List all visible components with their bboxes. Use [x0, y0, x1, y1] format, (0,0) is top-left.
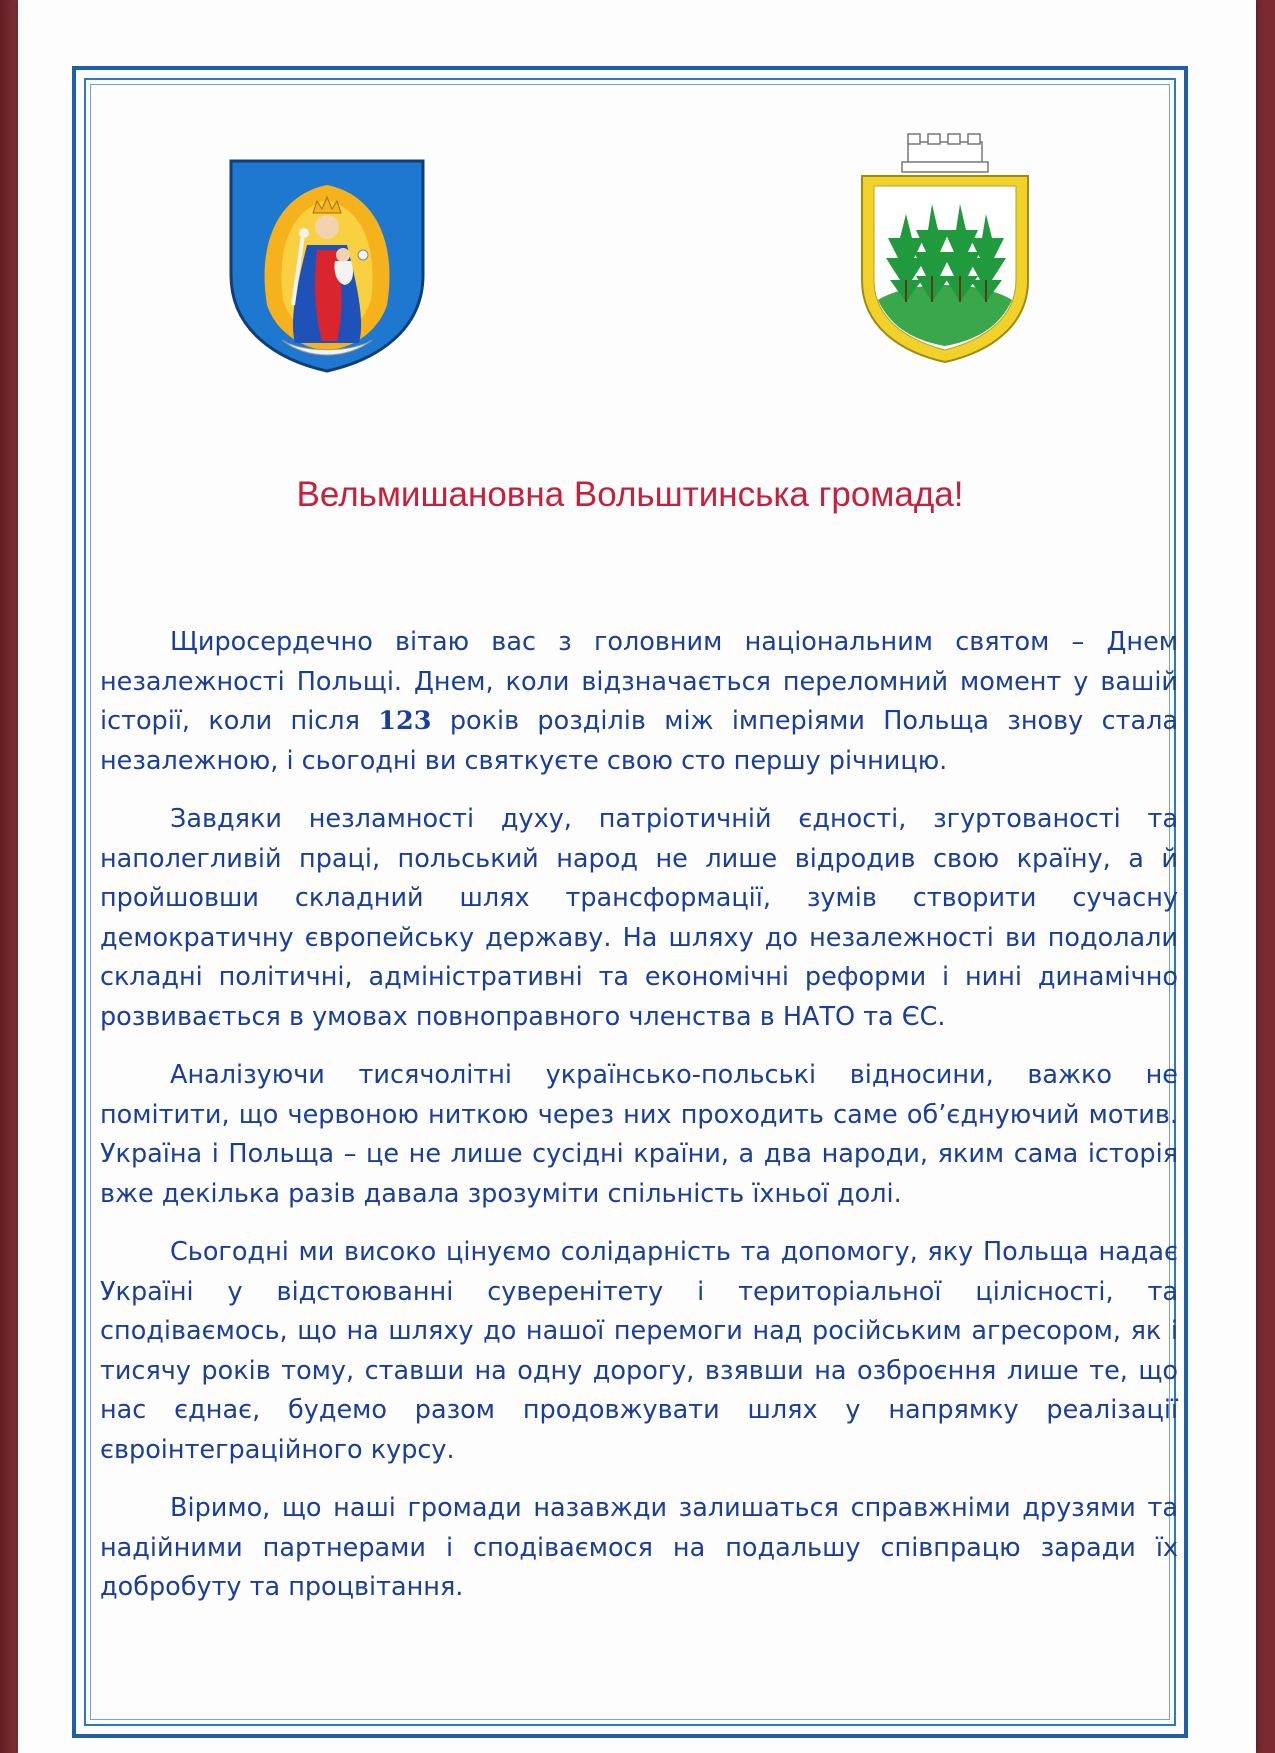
paragraph-4: Сьогодні ми високо цінуємо солідарність та допомогу, яку Польща надає Україні у відстоюванні суверенітету і територіальної цілісності, та сподіваємось, що на шляху до нашої перемоги над російським агресором, як і тисячу років тому, ставши на одну дорогу, взявши на озброєння лише те, що нас єднає, будемо разом продовжувати шлях у напрямку реалізації євроінтеграційного курсу.	[100, 1237, 1178, 1465]
fir-trees-coat-of-arms-icon	[850, 130, 1040, 370]
paragraph-3: Аналізуючи тисячолітні українсько-польські відносини, важко не помітити, що червоною ниткою через них проходить саме об’єднуючий мотив. Україна і Польща – це не лише сусідні країни, а два народи, яким сама історія вже декілька разів давала зрозуміти спільність їхньої долі.	[100, 1060, 1178, 1209]
paragraph-5: Віримо, що наші громади назавжди залишаться справжніми друзями та надійними партнерами і сподіваємося на подальшу співпрацю заради їх добробуту та процвітання.	[100, 1493, 1178, 1602]
letter-body	[100, 623, 1178, 1627]
madonna-coat-of-arms-icon	[227, 155, 427, 375]
paragraph-2: Завдяки незламності духу, патріотичній єдності, згуртованості та наполегливій праці, польський народ не лише відродив свою країну, а й пройшовши складний шлях трансформації, зумів створити сучасну демократичну європейську державу. На шляху до незалежності ви подолали складні політичні, адміністративні та економічні реформи і нині динамічно розвивається в умовах повноправного членства в НАТО та ЄС.	[100, 804, 1178, 1032]
paragraph-1-text-start: Щиросердечно вітаю вас з головним національним святом – Днем незалежності Польщі. Днем, коли відзначається переломний момент у вашій історії, коли після	[100, 627, 1178, 736]
letter-title: Вельмишановна Вольштинська громада!	[296, 475, 964, 514]
paragraph-1-text-end: років розділів між імперіями Польща знову стала незалежною, і сьогодні ви святкуєте свою сто першу річницю.	[100, 706, 1178, 776]
years-number: 123	[378, 706, 432, 736]
paragraph-1	[100, 623, 1178, 781]
